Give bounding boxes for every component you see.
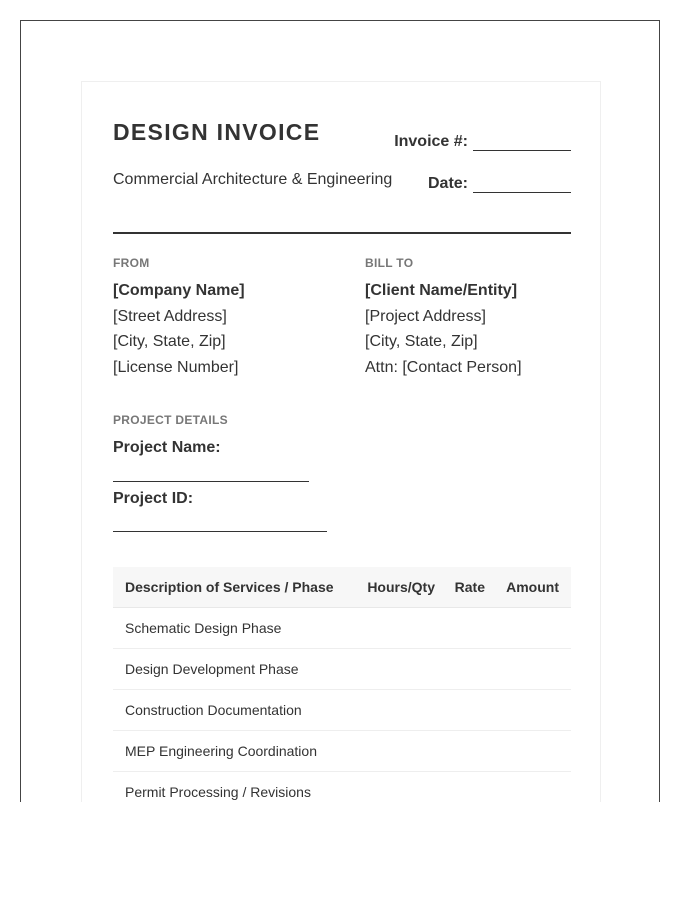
- row-hours: [349, 690, 447, 731]
- project-name-label: Project Name:: [113, 439, 221, 456]
- page-frame: [20, 20, 660, 802]
- row-description: Schematic Design Phase: [113, 608, 349, 649]
- row-description: Design Development Phase: [113, 649, 349, 690]
- bill-to-heading: BILL TO: [365, 256, 414, 270]
- invoice-title: DESIGN INVOICE: [113, 119, 321, 145]
- table-row: [113, 690, 571, 731]
- column-header-hours: Hours/Qty: [349, 567, 447, 608]
- project-name-blank: [113, 481, 309, 482]
- project-details-heading: PROJECT DETAILS: [113, 413, 228, 427]
- date-label: Date:: [427, 175, 468, 192]
- row-amount: [497, 649, 571, 690]
- row-hours: [349, 731, 447, 772]
- bill-to-client: [Client Name/Entity]: [365, 282, 518, 299]
- date-field: [428, 175, 571, 193]
- row-description: Permit Processing / Revisions: [125, 784, 311, 800]
- row-hours: [349, 608, 447, 649]
- from-company: [Company Name]: [113, 282, 245, 299]
- row-rate: [447, 772, 497, 803]
- bill-to-attn: Attn: [Contact Person]: [365, 359, 522, 377]
- bill-to-address: [Project Address]: [365, 307, 486, 325]
- row-rate: [447, 731, 497, 772]
- date-blank: [473, 176, 571, 193]
- from-address-block: [113, 278, 245, 381]
- project-id-blank: [113, 531, 327, 532]
- row-description: Construction Documentation: [113, 690, 349, 731]
- invoice-number-field: [394, 133, 571, 151]
- project-id-label: Project ID:: [113, 490, 194, 507]
- bill-to-address-block: [365, 278, 522, 381]
- header-divider: [113, 232, 571, 234]
- row-amount: [497, 731, 571, 772]
- table-row: [113, 731, 571, 772]
- row-rate: [447, 690, 497, 731]
- from-heading: FROM: [113, 256, 150, 270]
- invoice-sheet: [81, 81, 601, 802]
- row-rate: [447, 608, 497, 649]
- invoice-subtitle: Commercial Architecture & Engineering: [113, 171, 393, 188]
- row-hours: [349, 649, 447, 690]
- from-city: [City, State, Zip]: [113, 333, 226, 351]
- from-license: [License Number]: [113, 359, 239, 377]
- row-amount: [497, 608, 571, 649]
- row-amount: [497, 690, 571, 731]
- column-header-amount: Amount: [497, 567, 571, 608]
- services-table: [113, 567, 571, 802]
- row-rate: [447, 649, 497, 690]
- row-hours: [349, 772, 447, 803]
- table-header-row: [113, 567, 571, 608]
- bill-to-city: [City, State, Zip]: [365, 333, 478, 351]
- row-description: MEP Engineering Coordination: [113, 731, 349, 772]
- table-row: [113, 649, 571, 690]
- from-street: [Street Address]: [113, 307, 227, 325]
- column-header-description: Description of Services / Phase: [113, 567, 349, 608]
- table-row: [113, 772, 571, 803]
- table-row: [113, 608, 571, 649]
- invoice-number-blank: [473, 134, 571, 151]
- invoice-number-label: Invoice #:: [394, 133, 468, 150]
- row-amount: [497, 772, 571, 803]
- column-header-rate: Rate: [447, 567, 497, 608]
